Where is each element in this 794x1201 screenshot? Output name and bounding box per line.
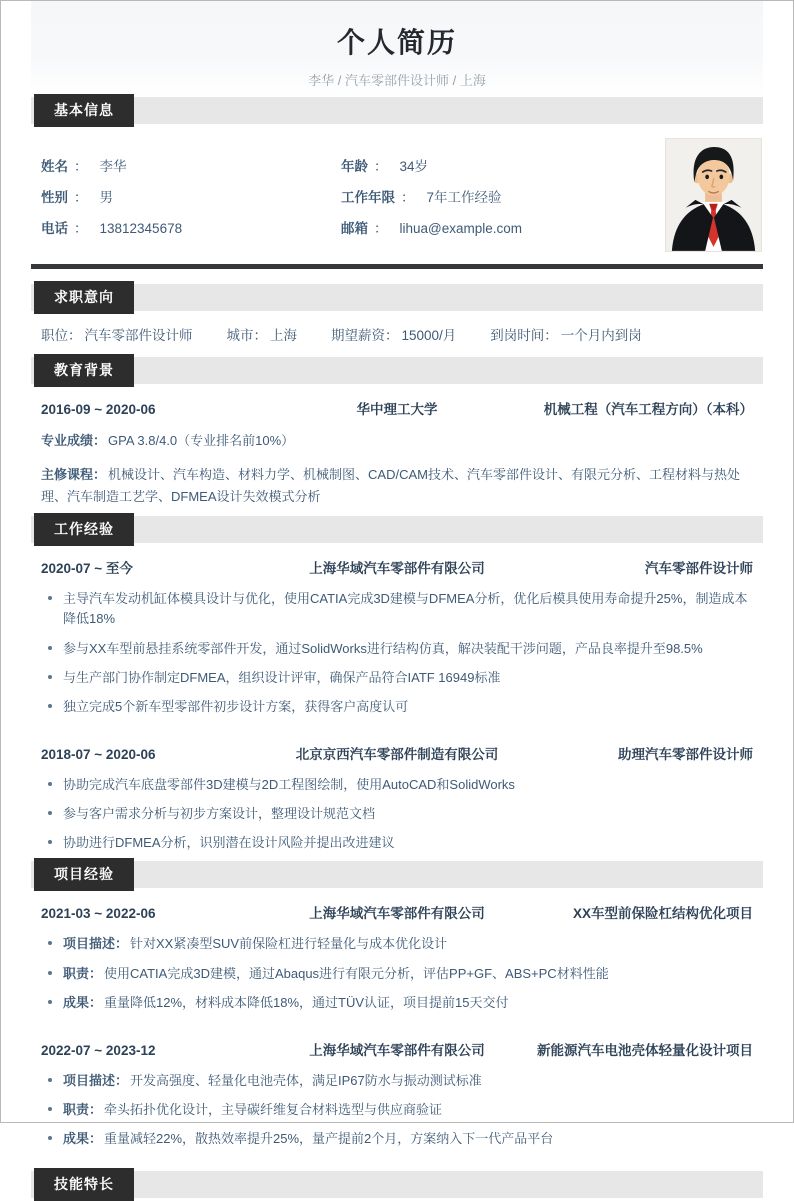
bullet-dot <box>48 1078 52 1082</box>
field-label: 电话 <box>41 221 68 236</box>
bullet-dot <box>48 675 52 679</box>
work-bullet <box>41 668 753 688</box>
work-company: 北京京西汽车零部件制造有限公司 <box>295 746 499 762</box>
detail-text: 机械设计、汽车构造、材料力学、机械制图、CAD/CAM技术、汽车零部件设计、有限元分析、工程材料与热处理、汽车制造工艺学、DFMEA设计失效模式分析 <box>41 467 740 505</box>
field-label: 邮箱 <box>341 221 368 236</box>
bullet-dot <box>48 1107 52 1111</box>
project-entry <box>41 1039 753 1149</box>
work-title: 汽车零部件设计师 <box>644 561 753 577</box>
work-bullet <box>41 833 753 853</box>
section-header-job-intention <box>31 284 763 311</box>
bullet-label: 职责： <box>63 1101 103 1117</box>
basic-info-left-column <box>41 158 341 238</box>
profile-photo <box>665 138 762 252</box>
bullet-dot <box>48 840 52 844</box>
intention-value: 上海 <box>270 328 297 343</box>
job-intention-row <box>31 311 763 357</box>
work-experience-section <box>31 543 763 861</box>
intention-label: 到岗时间： <box>490 328 558 343</box>
work-period: 2018-07 ~ 2020-06 <box>41 746 156 762</box>
education-entry <box>41 398 753 508</box>
section-header-skills <box>31 1171 763 1198</box>
work-entry-header <box>41 743 753 763</box>
education-gpa-line <box>41 430 753 452</box>
bullet-text: 针对XX紧凑型SUV前保险杠进行轻量化与成本优化设计 <box>130 936 448 952</box>
bullet-text: 协助进行DFMEA分析，识别潜在设计风险并提出改进建议 <box>63 835 395 851</box>
intention-value: 汽车零部件设计师 <box>84 328 193 343</box>
bullet-label: 成果： <box>63 1131 103 1147</box>
work-entry <box>41 743 753 853</box>
resume-header <box>31 1 763 97</box>
work-bullet <box>41 589 753 629</box>
detail-label: 专业成绩： <box>41 433 107 448</box>
work-title: 助理汽车零部件设计师 <box>617 746 753 762</box>
education-school: 华中理工大学 <box>356 402 438 417</box>
bullet-text: 主导汽车发动机缸体模具设计与优化，使用CATIA完成3D建模与DFMEA分析，优化后模具使用寿命提升25%，制造成本降低18% <box>63 591 748 627</box>
section-label: 技能特长 <box>34 1168 134 1201</box>
field-row-email <box>341 220 641 238</box>
section-label: 工作经验 <box>34 513 134 546</box>
section-header-basic-info <box>31 97 763 124</box>
bullet-dot <box>48 1000 52 1004</box>
education-degree: 机械工程（汽车工程方向）（本科） <box>543 402 753 417</box>
project-entry-header <box>41 902 753 922</box>
section-divider <box>31 264 763 269</box>
project-entry-header <box>41 1039 753 1059</box>
bullet-dot <box>48 811 52 815</box>
work-period: 2020-07 ~ 至今 <box>41 561 133 577</box>
project-company: 上海华域汽车零部件有限公司 <box>309 1042 485 1058</box>
bullet-label: 项目描述： <box>63 1072 129 1088</box>
intention-label: 期望薪资： <box>331 328 399 343</box>
basic-info-right-column <box>341 158 641 238</box>
work-bullet <box>41 804 753 824</box>
basic-info-section <box>31 124 763 254</box>
field-colon: ： <box>374 159 388 174</box>
work-company: 上海华域汽车零部件有限公司 <box>309 561 485 577</box>
field-colon: ： <box>74 190 88 205</box>
field-label: 工作年限 <box>341 190 395 205</box>
bullet-text: 与生产部门协作制定DFMEA，组织设计评审，确保产品符合IATF 16949标准 <box>63 669 501 685</box>
field-value: 7年工作经验 <box>426 190 502 205</box>
field-colon: ： <box>374 221 388 236</box>
education-courses-line <box>41 464 753 508</box>
bullet-text: 重量降低12%，材料成本降低18%，通过TÜV认证，项目提前15天交付 <box>104 994 509 1010</box>
page-title: 个人简历 <box>336 27 457 58</box>
work-bullet-list <box>41 775 753 853</box>
bullet-text: 独立完成5个新车型零部件初步设计方案，获得客户高度认可 <box>63 698 409 714</box>
bullet-text: 使用CATIA完成3D建模，通过Abaqus进行有限元分析，评估PP+GF、ABS+PC材料性能 <box>104 965 609 981</box>
field-value: 李华 <box>99 159 127 174</box>
education-entry-header <box>41 398 753 418</box>
field-row-age <box>341 158 641 176</box>
bullet-text: 开发高强度、轻量化电池壳体，满足IP67防水与振动测试标准 <box>130 1072 482 1088</box>
project-title: XX车型前保险杠结构优化项目 <box>572 906 753 922</box>
project-bullet <box>41 964 753 984</box>
bullet-text: 牵头拓扑优化设计，主导碳纤维复合材料选型与供应商验证 <box>104 1101 443 1117</box>
field-value: 13812345678 <box>99 221 183 236</box>
field-row-experience-years <box>341 189 641 207</box>
section-label: 项目经验 <box>34 858 134 891</box>
project-company: 上海华域汽车零部件有限公司 <box>309 906 485 922</box>
field-label: 姓名 <box>41 159 68 174</box>
work-bullet <box>41 639 753 659</box>
bullet-text: 参与客户需求分析与初步方案设计，整理设计规范文档 <box>63 806 376 822</box>
intention-position <box>41 324 193 344</box>
section-header-projects <box>31 861 763 888</box>
intention-label: 职位： <box>41 328 82 343</box>
work-entry-header <box>41 557 753 577</box>
intention-label: 城市： <box>226 328 267 343</box>
field-colon: ： <box>74 159 88 174</box>
projects-section <box>31 888 763 1157</box>
intention-value: 15000/月 <box>401 328 457 343</box>
profile-photo-illustration <box>666 139 761 251</box>
field-label: 年龄 <box>341 159 368 174</box>
bullet-dot <box>48 1136 52 1140</box>
bullet-dot <box>48 782 52 786</box>
project-title: 新能源汽车电池壳体轻量化设计项目 <box>536 1042 753 1058</box>
detail-text: GPA 3.8/4.0（专业排名前10%） <box>108 433 295 448</box>
field-colon: ： <box>74 221 88 236</box>
field-value: 男 <box>99 190 113 205</box>
bullet-dot <box>48 596 52 600</box>
field-value: lihua@example.com <box>399 221 523 236</box>
bullet-text: 重量减轻22%，散热效率提升25%，量产提前2个月，方案纳入下一代产品平台 <box>104 1131 554 1147</box>
intention-city <box>227 324 298 344</box>
project-bullet <box>41 934 753 954</box>
section-header-work-experience <box>31 516 763 543</box>
work-bullet-list <box>41 589 753 717</box>
project-period: 2022-07 ~ 2023-12 <box>41 1042 156 1058</box>
bullet-dot <box>48 941 52 945</box>
bullet-text: 参与XX车型前悬挂系统零部件开发，通过SolidWorks进行结构仿真，解决装配干涉问题，产品良率提升至98.5% <box>63 640 703 656</box>
work-entry <box>41 557 753 717</box>
intention-value: 一个月内到岗 <box>560 328 642 343</box>
project-entry <box>41 902 753 1012</box>
bullet-dot <box>48 646 52 650</box>
project-period: 2021-03 ~ 2022-06 <box>41 906 156 922</box>
intention-availability <box>490 324 642 344</box>
project-bullet <box>41 1129 753 1149</box>
bullet-dot <box>48 704 52 708</box>
project-bullet-list <box>41 1071 753 1149</box>
field-value: 34岁 <box>399 159 429 174</box>
section-label: 教育背景 <box>34 354 134 387</box>
bullet-label: 成果： <box>63 994 103 1010</box>
project-bullet <box>41 1100 753 1120</box>
page-subtitle: 李华 / 汽车零部件设计师 / 上海 <box>308 73 486 88</box>
field-row-gender <box>41 189 341 207</box>
field-row-name <box>41 158 341 176</box>
project-bullet <box>41 1071 753 1091</box>
section-label: 基本信息 <box>34 94 134 127</box>
detail-label: 主修课程： <box>41 467 107 483</box>
basic-info-columns <box>41 158 763 238</box>
field-row-phone <box>41 220 341 238</box>
work-bullet <box>41 775 753 795</box>
work-bullet <box>41 697 753 717</box>
bullet-label: 项目描述： <box>63 936 129 952</box>
project-bullet-list <box>41 934 753 1012</box>
field-label: 性别 <box>41 190 68 205</box>
bullet-label: 职责： <box>63 965 103 981</box>
bullet-dot <box>48 971 52 975</box>
section-label: 求职意向 <box>34 281 134 314</box>
intention-salary <box>331 324 456 344</box>
field-colon: ： <box>401 190 415 205</box>
section-header-education <box>31 357 763 384</box>
education-section <box>31 384 763 516</box>
project-bullet <box>41 993 753 1013</box>
education-period: 2016-09 ~ 2020-06 <box>41 402 156 417</box>
bullet-text: 协助完成汽车底盘零部件3D建模与2D工程图绘制，使用AutoCAD和SolidWorks <box>63 776 515 792</box>
